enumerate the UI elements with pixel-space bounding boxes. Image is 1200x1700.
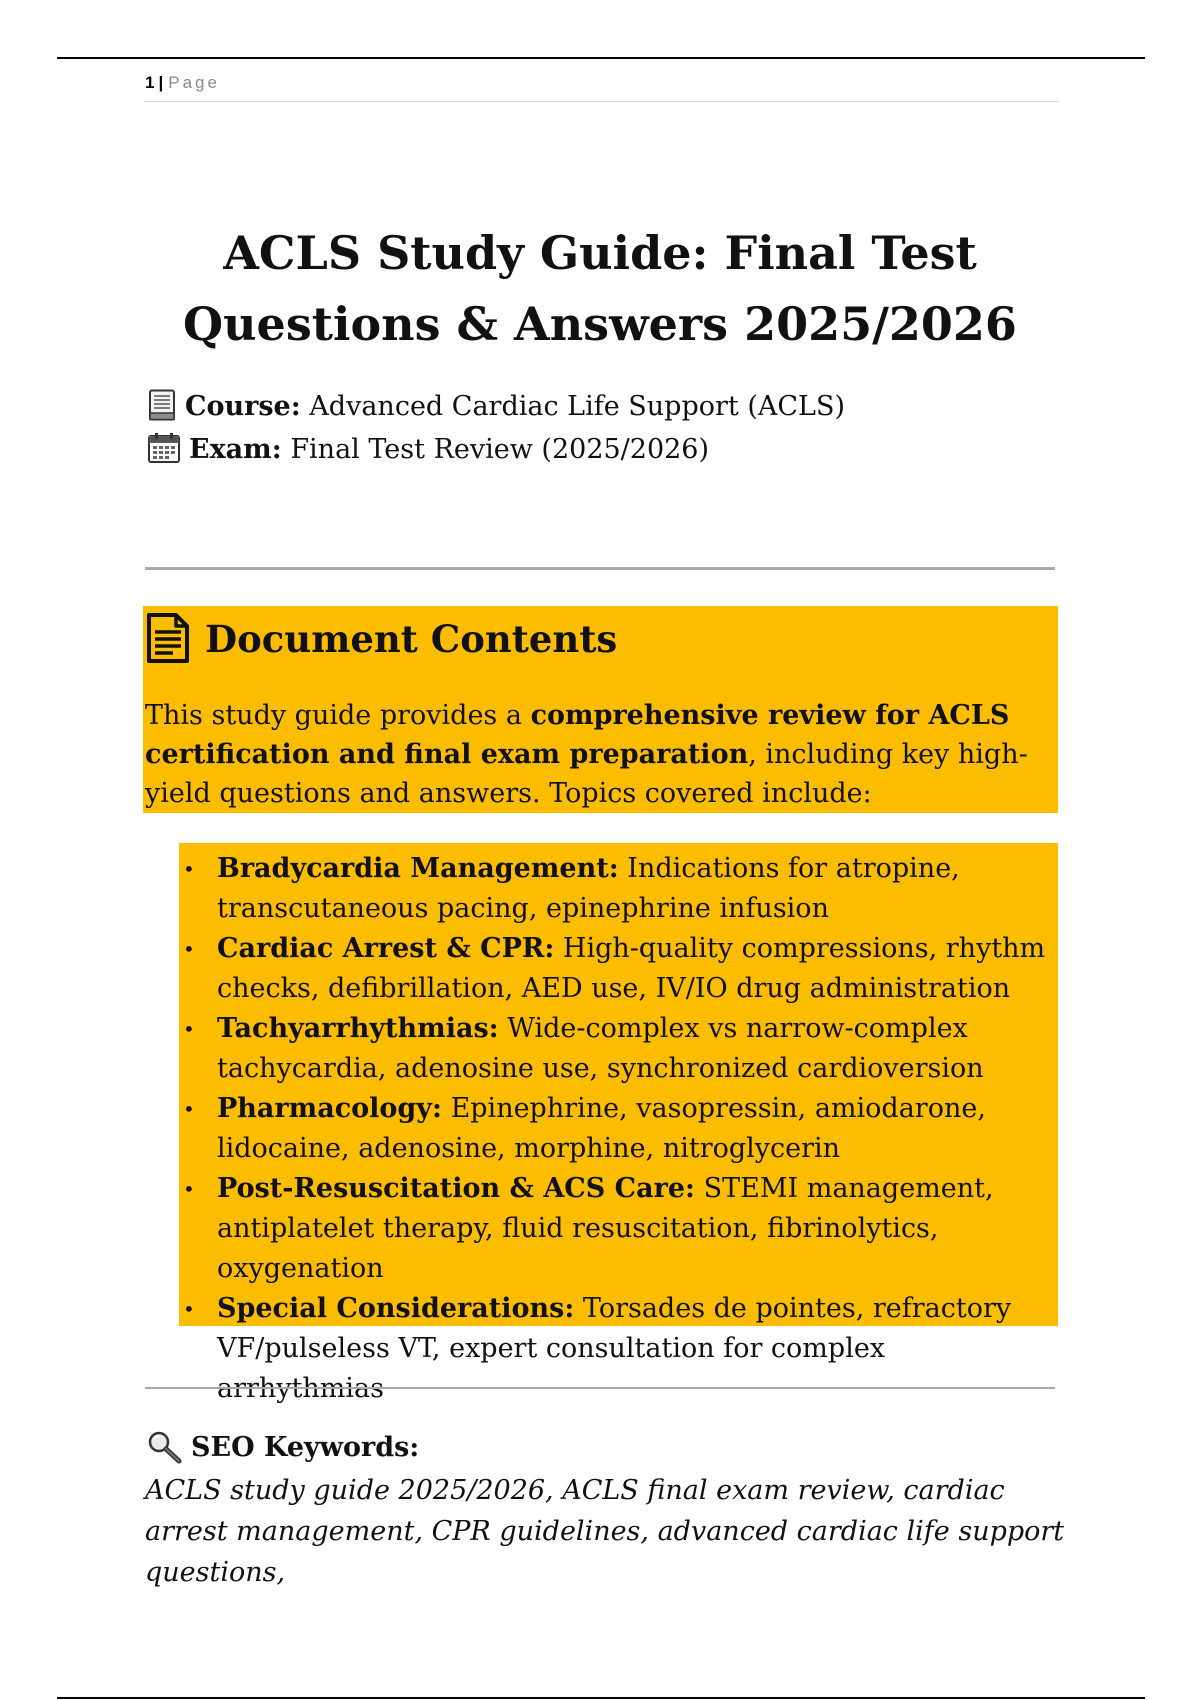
topic-item-tachyarrhythmias: [179, 1009, 1059, 1089]
topic-label: Pharmacology:: [217, 1093, 442, 1124]
calendar-icon: [147, 432, 181, 473]
bullet-marker: •: [183, 1297, 195, 1321]
topic-label: Special Considerations:: [217, 1293, 575, 1324]
book-icon: [147, 389, 177, 430]
intro-text-end: , including key high-yield questions and answers. Topics covered include:: [145, 739, 1028, 809]
page-word: Page: [168, 73, 220, 92]
contents-intro: [145, 696, 1055, 813]
topic-text: High-quality compressions, rhythm checks, defibrillation, AED use, IV/IO drug administration: [217, 933, 1046, 1004]
bullet-marker: •: [183, 857, 195, 881]
page-separator: |: [158, 73, 164, 92]
topic-label: Bradycardia Management:: [217, 853, 619, 884]
course-line: [147, 389, 845, 430]
contents-heading-text: Document Contents: [205, 617, 618, 661]
bottom-border-rule: [57, 1697, 1145, 1699]
topic-text: Torsades de pointes, refractory VF/pulseless VT, expert consultation for complex arrhythmias: [217, 1293, 1012, 1404]
exam-label: Exam:: [189, 434, 282, 465]
bullet-marker: •: [183, 1017, 195, 1041]
exam-line: [147, 432, 709, 473]
contents-highlight-box: [143, 606, 1058, 813]
section-divider: [145, 567, 1055, 570]
topic-label: Tachyarrhythmias:: [217, 1013, 499, 1044]
document-title: ACLS Study Guide: Final Test Questions & Answers 2025/2026: [183, 226, 1017, 351]
intro-text-start: This study guide provides a: [145, 700, 531, 731]
intro-text-bold: comprehensive review for ACLS certification and final exam preparation: [145, 700, 1010, 770]
course-label: Course:: [185, 391, 301, 422]
seo-keywords-text: ACLS study guide 2025/2026, ACLS final exam review, cardiac arrest management, CPR guidelines, advanced cardiac life support questions,: [145, 1475, 1065, 1588]
page-number: 1: [145, 73, 155, 92]
topic-label: Cardiac Arrest & CPR:: [217, 933, 555, 964]
bullet-marker: •: [183, 1097, 195, 1121]
topic-item-special-considerations: [179, 1289, 1059, 1409]
topic-item-bradycardia: [179, 849, 1059, 929]
topic-item-post-resuscitation: [179, 1169, 1059, 1289]
topic-text: Wide-complex vs narrow-complex tachycardia, adenosine use, synchronized cardioversion: [217, 1013, 984, 1084]
document-icon: [145, 612, 191, 677]
section-divider: [145, 1387, 1055, 1389]
seo-heading-text: SEO Keywords:: [191, 1432, 420, 1463]
topic-item-pharmacology: [179, 1089, 1059, 1169]
topic-item-cardiac-arrest: [179, 929, 1059, 1009]
contents-heading: [145, 612, 617, 677]
topic-text: Epinephrine, vasopressin, amiodarone, lidocaine, adenosine, morphine, nitroglycerin: [217, 1093, 986, 1164]
topics-highlight-box: [179, 843, 1058, 1404]
page-header: [145, 71, 1059, 102]
exam-value: Final Test Review (2025/2026): [290, 434, 710, 465]
topic-text: Indications for atropine, transcutaneous pacing, epinephrine infusion: [217, 853, 960, 924]
seo-heading: [147, 1428, 419, 1476]
course-value: Advanced Cardiac Life Support (ACLS): [309, 391, 845, 422]
top-border-rule: [57, 57, 1145, 59]
topic-label: Post-Resuscitation & ACS Care:: [217, 1173, 696, 1204]
bullet-marker: •: [183, 937, 195, 961]
bullet-marker: •: [183, 1177, 195, 1201]
topic-text: STEMI management, antiplatelet therapy, fluid resuscitation, fibrinolytics, oxygenation: [217, 1173, 994, 1284]
topics-list: [179, 849, 1059, 1409]
